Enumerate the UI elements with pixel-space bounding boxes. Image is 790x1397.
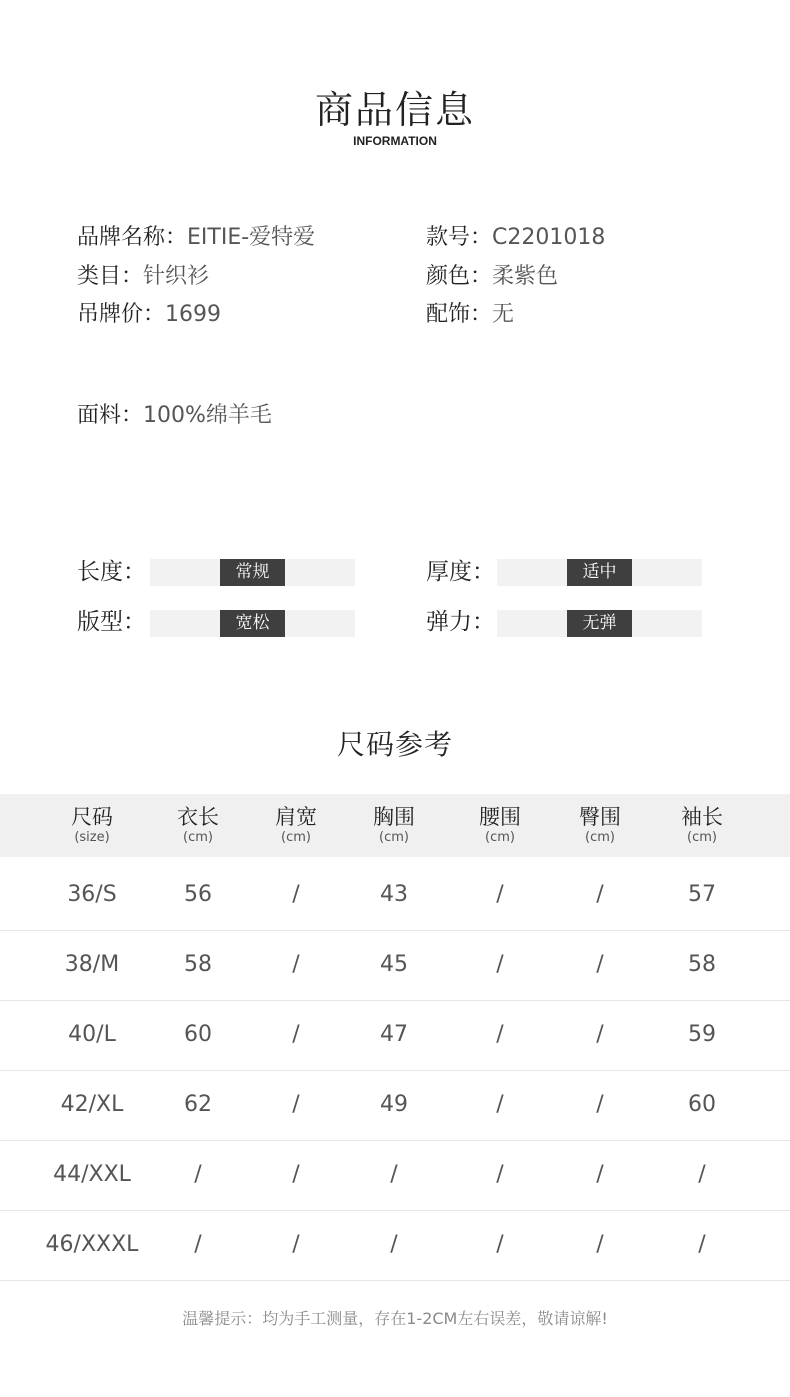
- info-fabric-label: 面料：: [77, 403, 144, 428]
- info-brand-label: 品牌名称：: [77, 225, 188, 250]
- info-style-no-value: C2201018: [492, 225, 606, 250]
- table-row: [0, 1210, 790, 1281]
- size-chart-note: 温馨提示：均为手工测量，存在1-2CM左右误差，敬请谅解!: [182, 1309, 608, 1328]
- col-header-label: 袖长: [681, 805, 723, 829]
- info-category-label: 类目：: [77, 264, 144, 289]
- section-title-information: 商品信息: [314, 88, 475, 132]
- attr-elasticity-bar: [497, 610, 702, 637]
- col-header-unit: (cm): [183, 830, 213, 845]
- col-header-label: 腰围: [479, 805, 521, 829]
- table-row: [0, 860, 790, 931]
- table-cell: 43: [380, 882, 408, 907]
- attr-thickness-label: 厚度：: [426, 559, 495, 585]
- table-cell: /: [698, 1162, 706, 1187]
- info-fabric-value: 100%绵羊毛: [143, 403, 272, 428]
- attr-fit-label: 版型：: [77, 609, 146, 635]
- attr-fit-bar: [150, 610, 355, 637]
- table-cell: 60: [688, 1092, 716, 1117]
- table-cell: /: [596, 1092, 604, 1117]
- table-cell: 45: [380, 952, 408, 977]
- col-header-label: 尺码: [71, 805, 113, 829]
- table-cell: /: [292, 1232, 300, 1257]
- table-cell: /: [496, 1022, 504, 1047]
- table-cell: /: [496, 952, 504, 977]
- table-cell: 62: [184, 1092, 212, 1117]
- col-header-label: 胸围: [373, 805, 415, 829]
- col-header-unit: (cm): [687, 830, 717, 845]
- table-cell: /: [292, 952, 300, 977]
- table-cell: /: [496, 1232, 504, 1257]
- col-header-sleeve: [642, 804, 762, 846]
- info-fabric: [77, 401, 272, 431]
- table-cell: 56: [184, 882, 212, 907]
- table-cell: /: [596, 1232, 604, 1257]
- col-header-size: [32, 804, 152, 846]
- table-cell: /: [596, 1022, 604, 1047]
- info-accessory-value: 无: [492, 302, 515, 327]
- table-cell: /: [698, 1232, 706, 1257]
- attr-elasticity-tag: 无弹: [567, 610, 632, 637]
- col-header-unit: (cm): [585, 830, 615, 845]
- col-header-label: 肩宽: [275, 805, 317, 829]
- table-cell: /: [292, 1022, 300, 1047]
- attr-elasticity-label: 弹力：: [426, 609, 495, 635]
- info-accessory: [426, 300, 514, 330]
- table-cell: 44/XXL: [53, 1162, 131, 1187]
- table-cell: 38/M: [64, 952, 120, 977]
- section-subtitle-information: INFORMATION: [353, 134, 437, 148]
- table-cell: 59: [688, 1022, 716, 1047]
- info-color-value: 柔紫色: [492, 264, 559, 289]
- info-brand-value: EITIE-爱特爱: [187, 225, 316, 250]
- attr-thickness-bar: [497, 559, 702, 586]
- table-cell: 60: [184, 1022, 212, 1047]
- size-table-header: [0, 794, 790, 857]
- attr-length-tag: 常规: [220, 559, 285, 586]
- table-cell: 36/S: [67, 882, 117, 907]
- table-cell: /: [496, 1092, 504, 1117]
- info-accessory-label: 配饰：: [426, 302, 493, 327]
- table-cell: /: [390, 1162, 398, 1187]
- table-cell: 47: [380, 1022, 408, 1047]
- info-brand: [77, 223, 315, 253]
- table-row: [0, 1070, 790, 1141]
- col-header-label: 臀围: [579, 805, 621, 829]
- info-tag-price-label: 吊牌价：: [77, 302, 166, 327]
- table-cell: /: [390, 1232, 398, 1257]
- table-row: [0, 1000, 790, 1071]
- table-cell: /: [596, 882, 604, 907]
- info-style-no: [426, 223, 605, 253]
- table-cell: /: [292, 1092, 300, 1117]
- table-row: [0, 1140, 790, 1211]
- info-category: [77, 262, 209, 292]
- table-cell: 40/L: [68, 1022, 116, 1047]
- table-cell: /: [596, 952, 604, 977]
- size-chart-title: 尺码参考: [336, 728, 453, 761]
- col-header-unit: (cm): [379, 830, 409, 845]
- col-header-unit: (cm): [281, 830, 311, 845]
- col-header-chest: [334, 804, 454, 846]
- attr-thickness-tag: 适中: [567, 559, 632, 586]
- info-color-label: 颜色：: [426, 264, 493, 289]
- attr-length-bar: [150, 559, 355, 586]
- table-cell: 46/XXXL: [45, 1232, 139, 1257]
- table-cell: /: [194, 1232, 202, 1257]
- col-header-unit: (size): [74, 830, 110, 845]
- info-tag-price-value: 1699: [165, 302, 222, 327]
- table-cell: /: [292, 1162, 300, 1187]
- table-cell: 49: [380, 1092, 408, 1117]
- info-tag-price: [77, 300, 221, 330]
- table-cell: /: [496, 1162, 504, 1187]
- table-cell: /: [496, 882, 504, 907]
- info-style-no-label: 款号：: [426, 225, 493, 250]
- col-header-unit: (cm): [485, 830, 515, 845]
- attr-fit-tag: 宽松: [220, 610, 285, 637]
- table-cell: /: [596, 1162, 604, 1187]
- table-row: [0, 930, 790, 1001]
- table-cell: 57: [688, 882, 716, 907]
- table-cell: 42/XL: [60, 1092, 124, 1117]
- table-cell: 58: [688, 952, 716, 977]
- attr-length-label: 长度：: [77, 559, 146, 585]
- table-cell: /: [194, 1162, 202, 1187]
- col-header-label: 衣长: [177, 805, 219, 829]
- info-color: [426, 262, 558, 292]
- info-category-value: 针织衫: [143, 264, 210, 289]
- table-cell: 58: [184, 952, 212, 977]
- table-cell: /: [292, 882, 300, 907]
